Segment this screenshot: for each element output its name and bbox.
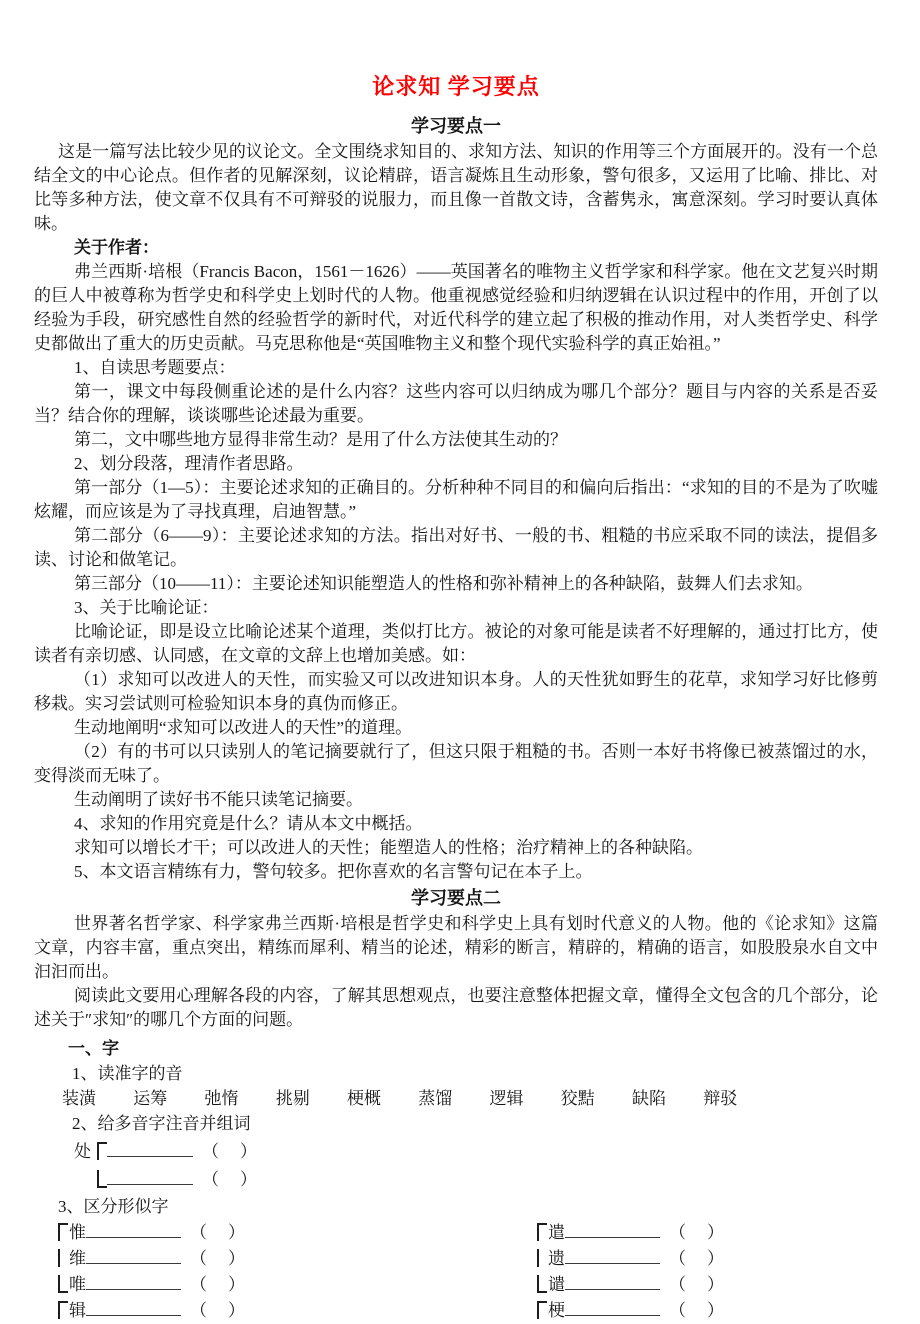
vocab-word: 装潢 [62,1089,96,1108]
answer-parens: （ ） [202,1170,259,1189]
paragraph-author-bio: 弗兰西斯·培根（Francis Bacon，1561－1626）——英国著名的唯物主义哲学家和科学家。他在文艺复兴时期的巨人中被尊称为哲学史和科学史上划时代的人物。他重视感觉经验和归纳逻辑在认识过程中的作用，开创了以经验为手段，研究感性自然的经验哲学的新时代，对近代科学的建立起了积极的推动作用，对人类哲学史、科学史都做出了重大的历史贡献。马克思称他是“英国唯物主义和整个现代实验科学的真正始祖。” [34,262,878,353]
vocab-word-row [34,1086,878,1111]
about-author-label: 关于作者： [74,238,159,257]
fill-in-blank [86,1300,181,1316]
answer-parens: （ ） [669,1301,726,1320]
vocab-word: 逻辑 [489,1089,524,1108]
bracket-bottom-icon [97,1170,107,1188]
similar-char-row [34,1246,878,1272]
bracket-middle-icon [58,1249,68,1267]
bracket-top-icon [58,1301,68,1319]
similar-char-row [34,1272,878,1298]
answer-parens: （ ） [190,1301,247,1320]
paragraph-question-first: 第一，课文中每段侧重论述的是什么内容？这些内容可以归纳成为哪几个部分？题目与内容的关系是否妥当？结合你的理解，谈谈哪些论述最为重要。 [34,382,878,425]
list-item-5: 5、本文语言精练有力，警句较多。把你喜欢的名言警句记在本子上。 [74,862,593,881]
page-title: 论求知 学习要点 [372,74,540,99]
polyphone-row [34,1166,878,1194]
paragraph-example-1: （1）求知可以改进人的天性，而实验又可以改进知识本身。人的天性犹如野生的花草，求知学习好比修剪移栽。实习尝试则可检验知识本身的真伪而修正。 [34,670,878,713]
fill-in-blank [565,1222,660,1238]
list-item-1: 1、自读思考题要点： [74,358,236,377]
similar-character: 梗 [548,1301,565,1320]
list-item-3: 3、关于比喻论证： [74,598,219,617]
bracket-bottom-icon [58,1275,68,1293]
similar-character: 唯 [69,1275,86,1294]
similar-char-cell [58,1272,537,1298]
bracket-bottom-icon [537,1275,547,1293]
list-item-2: 2、划分段落，理清作者思路。 [74,454,304,473]
similar-characters-section [34,1220,878,1324]
similar-character: 维 [69,1249,86,1268]
paragraph-question-second: 第二，文中哪些地方显得非常生动？是用了什么方法使其生动的？ [74,430,567,449]
polyphone-row [34,1138,878,1166]
vocab-word: 梗概 [347,1089,381,1108]
answer-parens: （ ） [190,1275,247,1294]
exercise-item-pronunciation: 1、读准字的音 [72,1064,183,1083]
vocab-word: 挑剔 [275,1089,310,1108]
similar-char-cell [58,1246,537,1272]
similar-char-cell [537,1220,726,1246]
exercise-heading-characters: 一、字 [68,1039,119,1058]
vocab-word: 狡黠 [560,1089,595,1108]
paragraph-part-two: 第二部分（6——9）：主要论述求知的方法。指出对好书、一般的书、粗糙的书应采取不同的读法，提倡多读、讨论和做笔记。 [34,526,878,569]
fill-in-blank [565,1274,660,1290]
fill-in-blank [86,1248,181,1264]
fill-in-blank [565,1248,660,1264]
paragraph-metaphor: 比喻论证，即是设立比喻论述某个道理，类似打比方。被论的对象可能是读者不好理解的，通过打比方，使读者有亲切感、认同感，在文章的文辞上也增加美感。如： [34,622,878,665]
similar-character: 谴 [548,1275,565,1294]
vocab-word: 弛惰 [204,1089,239,1108]
fill-in-blank [565,1300,660,1316]
bracket-top-icon [58,1223,68,1241]
exercise-item-similar-chars: 3、区分形似字 [58,1197,169,1216]
fill-in-blank [107,1169,193,1185]
similar-char-row [34,1220,878,1246]
paragraph-example-2: （2）有的书可以只读别人的笔记摘要就行了，但这只限于粗糙的书。否则一本好书将像已被蒸馏过的水，变得淡而无味了。 [34,742,878,785]
fill-in-blank [107,1141,193,1157]
bracket-middle-icon [537,1249,547,1267]
section-one-heading: 学习要点一 [411,116,501,136]
bracket-top-icon [537,1301,547,1319]
similar-character: 遣 [548,1223,565,1242]
fill-in-blank [86,1222,181,1238]
section-two-heading: 学习要点二 [411,888,501,908]
paragraph-example-2-note: 生动阐明了读好书不能只读笔记摘要。 [74,790,363,809]
vocab-word: 缺陷 [632,1089,666,1108]
polyphone-group [34,1138,878,1194]
similar-character: 惟 [69,1223,86,1242]
answer-parens: （ ） [190,1249,247,1268]
answer-parens: （ ） [669,1249,726,1268]
similar-character: 辑 [69,1301,86,1320]
similar-char-cell [537,1246,726,1272]
answer-parens: （ ） [669,1223,726,1242]
paragraph-answer-4: 求知可以增长才干；可以改进人的天性；能塑造人的性格；治疗精神上的各种缺陷。 [74,838,703,857]
polyphone-character: 处 [74,1142,91,1161]
vocab-word: 蒸馏 [418,1089,453,1108]
paragraph-intro: 这是一篇写法比较少见的议论文。全文围绕求知目的、求知方法、知识的作用等三个方面展开的。没有一个总结全文的中心论点。但作者的见解深刻，议论精辟，语言凝炼且生动形象，警句很多，又运用了比喻、排比、对比等多种方法，使文章不仅具有不可辩驳的说服力，而且像一首散文诗，含蓄隽永，寓意深刻。学习时要认真体味。 [34,142,878,233]
similar-char-cell [537,1272,726,1298]
similar-char-cell [58,1220,537,1246]
exercise-item-polyphone: 2、给多音字注音并组词 [72,1114,251,1133]
bracket-top-icon [97,1142,107,1160]
paragraph-part-one: 第一部分（1—5）：主要论述求知的正确目的。分析种种不同目的和偏向后指出：“求知的目的不是为了吹嘘炫耀，而应该是为了寻找真理，启迪智慧。” [34,478,878,521]
similar-character: 遗 [548,1249,565,1268]
paragraph-reading-advice: 阅读此文要用心理解各段的内容，了解其思想观点，也要注意整体把握文章，懂得全文包含的几个部分，论述关于″求知″的哪几个方面的问题。 [34,986,878,1029]
vocab-word: 运筹 [133,1089,168,1108]
vocab-word: 辩驳 [703,1089,738,1108]
paragraph-example-1-note: 生动地阐明“求知可以改进人的天性”的道理。 [74,718,413,737]
fill-in-blank [86,1274,181,1290]
bracket-top-icon [537,1223,547,1241]
paragraph-bacon-intro: 世界著名哲学家、科学家弗兰西斯·培根是哲学史和科学史上具有划时代意义的人物。他的《论求知》这篇文章，内容丰富，重点突出，精练而犀利、精当的论述，精彩的断言，精辟的，精确的语言，如股股泉水自文中汩汩而出。 [34,914,878,981]
answer-parens: （ ） [669,1275,726,1294]
answer-parens: （ ） [202,1142,259,1161]
list-item-4: 4、求知的作用究竟是什么？请从本文中概括。 [74,814,423,833]
answer-parens: （ ） [190,1223,247,1242]
paragraph-part-three: 第三部分（10——11）：主要论述知识能塑造人的性格和弥补精神上的各种缺陷，鼓舞人们去求知。 [74,574,813,593]
